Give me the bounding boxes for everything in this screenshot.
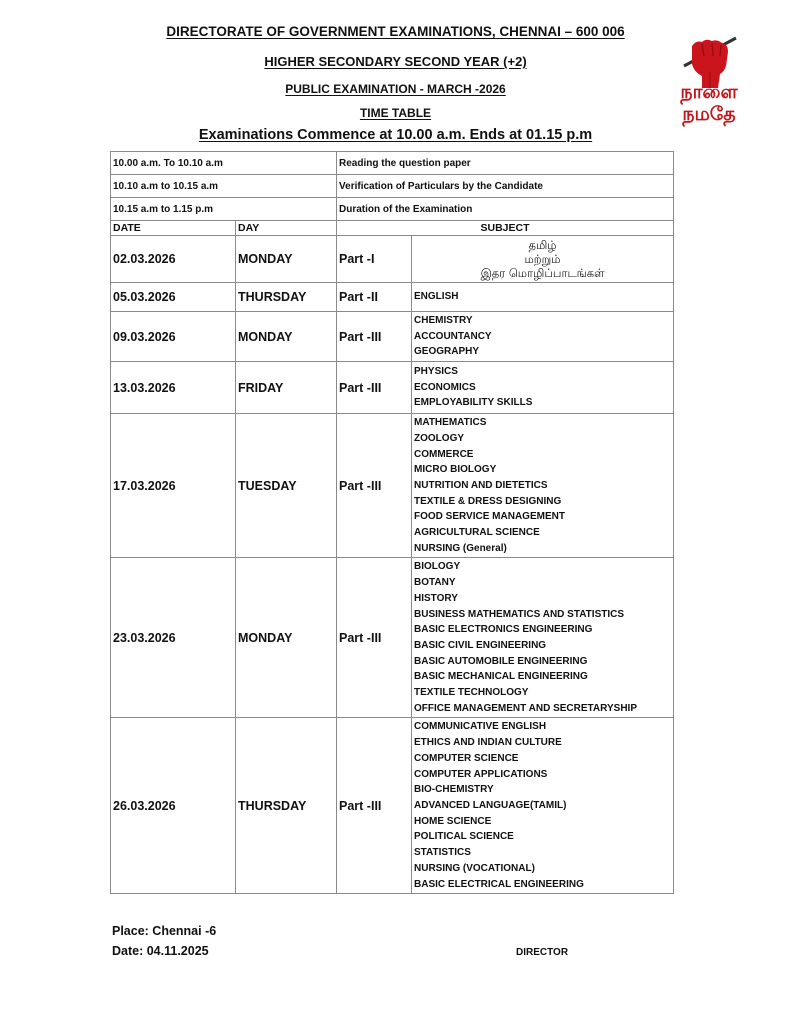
subject-item: BOTANY: [414, 577, 456, 589]
subject-item: BASIC ELECTRICAL ENGINEERING: [414, 878, 584, 890]
logo-text-line1: நாளை: [680, 81, 738, 103]
exam-subjects: [412, 312, 674, 362]
subject-item: BASIC AUTOMOBILE ENGINEERING: [414, 655, 588, 667]
exam-day: MONDAY: [236, 558, 337, 718]
exam-part: Part -III: [337, 558, 412, 718]
schedule-row: [111, 175, 674, 198]
subject-item: மற்றும்: [524, 252, 561, 266]
subject-item: BASIC ELECTRONICS ENGINEERING: [414, 624, 593, 636]
subject-item: TEXTILE & DRESS DESIGNING: [414, 495, 562, 507]
subject-item: FOOD SERVICE MANAGEMENT: [414, 511, 565, 523]
exam-date: 17.03.2026: [111, 414, 236, 558]
exam-row: [111, 558, 674, 718]
subject-item: COMMERCE: [414, 448, 474, 460]
subject-item: OFFICE MANAGEMENT AND SECRETARYSHIP: [414, 702, 637, 714]
subject-item: ENGLISH: [414, 291, 459, 303]
subject-item: PHYSICS: [414, 366, 458, 378]
raised-fist-with-pen-icon: [662, 32, 756, 88]
exam-timing-subtitle: Examinations Commence at 10.00 a.m. Ends at 01.15 p.m: [198, 127, 593, 143]
subject-item: BIO-CHEMISTRY: [414, 784, 494, 796]
schedule-row: [111, 152, 674, 175]
exam-subjects: [412, 283, 674, 312]
subject-item: HOME SCIENCE: [414, 815, 492, 827]
exam-date: 26.03.2026: [111, 718, 236, 894]
subject-item: EMPLOYABILITY SKILLS: [414, 397, 533, 409]
subject-item: ETHICS AND INDIAN CULTURE: [414, 737, 562, 749]
exam-row: [111, 414, 674, 558]
exam-date: 05.03.2026: [111, 283, 236, 312]
exam-subjects: [412, 718, 674, 894]
subject-item: HISTORY: [414, 592, 458, 604]
subject-item: COMMUNICATIVE ENGLISH: [414, 721, 547, 733]
header-subject: SUBJECT: [337, 221, 674, 236]
exam-day: MONDAY: [236, 236, 337, 283]
schedule-time: 10.15 a.m to 1.15 p.m: [111, 198, 337, 221]
schedule-time: 10.00 a.m. To 10.10 a.m: [111, 152, 337, 175]
exam-row: [111, 312, 674, 362]
exam-level-title: HIGHER SECONDARY SECOND YEAR (+2): [264, 54, 527, 69]
exam-day: FRIDAY: [236, 362, 337, 414]
exam-part: Part -III: [337, 312, 412, 362]
schedule-activity: Reading the question paper: [337, 152, 674, 175]
signatory-label: DIRECTOR: [516, 947, 569, 958]
schedule-activity: Duration of the Examination: [337, 198, 674, 221]
naalai-namathe-logo: [662, 32, 756, 128]
subject-item: COMPUTER APPLICATIONS: [414, 768, 548, 780]
subject-item: CHEMISTRY: [414, 315, 473, 326]
subject-item: இதர மொழிப்பாடங்கள்: [480, 266, 605, 280]
exam-day: TUESDAY: [236, 414, 337, 558]
subject-item: NURSING (General): [414, 542, 507, 554]
exam-date: 02.03.2026: [111, 236, 236, 283]
place-label: Place: Chennai -6: [112, 924, 217, 938]
subject-item: AGRICULTURAL SCIENCE: [414, 527, 540, 539]
exam-part: Part -I: [337, 236, 412, 283]
time-table-title: TIME TABLE: [359, 106, 432, 120]
logo-text-line2: நமதே: [682, 103, 736, 125]
exam-row: [111, 236, 674, 283]
exam-time-table: [110, 151, 674, 894]
subject-item: தமிழ்: [528, 238, 557, 252]
exam-row: [111, 283, 674, 312]
schedule-activity: Verification of Particulars by the Candidate: [337, 175, 674, 198]
exam-part: Part -II: [337, 283, 412, 312]
subject-item: BASIC MECHANICAL ENGINEERING: [414, 671, 588, 683]
subject-item: ZOOLOGY: [414, 432, 465, 444]
subject-item: TEXTILE TECHNOLOGY: [414, 687, 529, 699]
exam-row: [111, 362, 674, 414]
exam-subjects: [412, 558, 674, 718]
subject-item: BIOLOGY: [414, 561, 461, 573]
exam-session-title: PUBLIC EXAMINATION - MARCH -2026: [285, 82, 506, 96]
header-date: DATE: [111, 221, 236, 236]
exam-part: Part -III: [337, 362, 412, 414]
header-day: DAY: [236, 221, 337, 236]
subject-item: MICRO BIOLOGY: [414, 464, 497, 476]
subject-item: NUTRITION AND DIETETICS: [414, 479, 548, 491]
directorate-title: DIRECTORATE OF GOVERNMENT EXAMINATIONS, CHENNAI – 600 006: [166, 24, 625, 39]
subject-item: BASIC CIVIL ENGINEERING: [414, 639, 547, 651]
subject-item: ACCOUNTANCY: [414, 330, 492, 342]
schedule-row: [111, 198, 674, 221]
subject-item: BUSINESS MATHEMATICS AND STATISTICS: [414, 608, 625, 620]
subject-item: MATHEMATICS: [414, 417, 487, 429]
subject-item: POLITICAL SCIENCE: [414, 831, 514, 843]
exam-date: 13.03.2026: [111, 362, 236, 414]
exam-subjects: [412, 362, 674, 414]
subject-item: GEOGRAPHY: [414, 346, 480, 358]
subject-item: NURSING (VOCATIONAL): [414, 862, 535, 874]
exam-day: THURSDAY: [236, 718, 337, 894]
table-header-row: [111, 221, 674, 236]
issue-date-label: Date: 04.11.2025: [112, 944, 209, 958]
exam-part: Part -III: [337, 414, 412, 558]
subject-item: STATISTICS: [414, 847, 471, 859]
subject-item: COMPUTER SCIENCE: [414, 752, 519, 764]
subject-item: ADVANCED LANGUAGE(TAMIL): [414, 799, 567, 811]
exam-subjects: [412, 236, 674, 283]
exam-date: 23.03.2026: [111, 558, 236, 718]
schedule-time: 10.10 a.m to 10.15 a.m: [111, 175, 337, 198]
exam-day: THURSDAY: [236, 283, 337, 312]
exam-day: MONDAY: [236, 312, 337, 362]
exam-date: 09.03.2026: [111, 312, 236, 362]
exam-part: Part -III: [337, 718, 412, 894]
exam-subjects: [412, 414, 674, 558]
exam-row: [111, 718, 674, 894]
subject-item: ECONOMICS: [414, 381, 476, 393]
